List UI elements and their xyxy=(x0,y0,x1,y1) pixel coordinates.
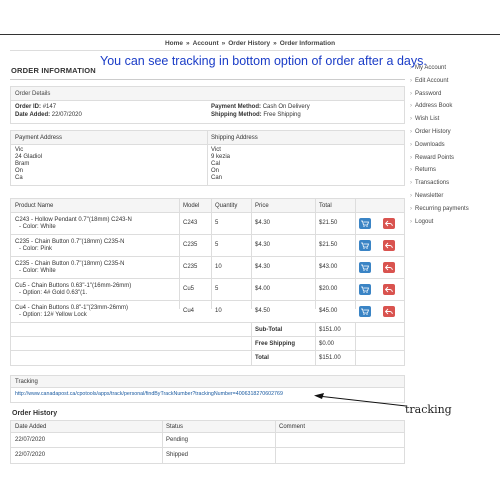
breadcrumb-divider xyxy=(10,50,410,51)
sidebar-item-logout[interactable]: › Logout xyxy=(410,216,500,229)
product-row: Cu4 - Chain Buttons 0.8"-1"(23mm-26mm) - Option: 12# Yellow Lock Cu4 10 $4.50 $45.00 xyxy=(11,301,404,323)
reply-icon xyxy=(385,286,393,293)
top-divider xyxy=(0,34,500,35)
date-added-label: Date Added: xyxy=(15,112,51,118)
sidebar-item-returns[interactable]: › Returns xyxy=(410,164,500,177)
sidebar-item-my-account[interactable]: › My Account xyxy=(410,62,500,75)
sidebar-item-edit-account[interactable]: › Edit Account xyxy=(410,75,500,88)
order-history-table xyxy=(10,420,405,464)
account-sidebar xyxy=(410,62,500,228)
history-row: 22/07/2020 Pending xyxy=(11,433,404,448)
sidebar-item-password[interactable]: › Password xyxy=(410,88,500,101)
history-header: Date Added Status Comment xyxy=(11,421,404,433)
breadcrumb-order-information[interactable]: Order Information xyxy=(279,40,336,47)
breadcrumb: Home » Account » Order History » Order Information xyxy=(164,40,336,47)
subtotal-row: Sub-Total $151.00 xyxy=(11,323,404,337)
return-button[interactable] xyxy=(383,262,395,273)
sidebar-item-downloads[interactable]: › Downloads xyxy=(410,139,500,152)
shipping-method-label: Shipping Method: xyxy=(211,112,262,118)
cart-icon xyxy=(361,220,369,227)
shipping-row: Free Shipping $0.00 xyxy=(11,337,404,351)
payment-method-label: Payment Method: xyxy=(211,104,262,110)
annotation-text: You can see tracking in bottom option of order after a days. xyxy=(100,54,427,68)
page-title: ORDER INFORMATION xyxy=(11,66,96,75)
sidebar-item-wish-list[interactable]: › Wish List xyxy=(410,113,500,126)
shipping-address-heading: Shipping Address xyxy=(211,135,258,141)
return-button[interactable] xyxy=(383,218,395,229)
tracking-heading: Tracking xyxy=(11,376,404,388)
sidebar-item-reward-points[interactable]: › Reward Points xyxy=(410,152,500,165)
address-panel xyxy=(10,130,405,186)
breadcrumb-order-history[interactable]: Order History xyxy=(228,40,271,47)
reply-icon xyxy=(385,264,393,271)
sidebar-item-newsletter[interactable]: › Newsletter xyxy=(410,190,500,203)
reorder-button[interactable] xyxy=(359,284,371,295)
sidebar-item-transactions[interactable]: › Transactions xyxy=(410,177,500,190)
return-button[interactable] xyxy=(383,240,395,251)
cart-icon xyxy=(361,242,369,249)
reply-icon xyxy=(385,242,393,249)
return-button[interactable] xyxy=(383,306,395,317)
history-row: 22/07/2020 Shipped xyxy=(15,452,189,458)
product-row: Cu5 - Chain Buttons 0.63"-1"(16mm-26mm) - Option: 4# Gold 0.63"(1. Cu5 5 $4.00 $20.00 xyxy=(11,279,404,301)
sidebar-item-recurring-payments[interactable]: › Recurring payments xyxy=(410,203,500,216)
order-details-heading: Order Details xyxy=(11,87,404,101)
order-details-panel xyxy=(10,86,405,124)
sidebar-item-address-book[interactable]: › Address Book xyxy=(410,100,500,113)
products-table xyxy=(10,198,405,366)
order-history-title: Order History xyxy=(12,410,58,417)
product-row: C235 - Chain Button 0.7"(18mm) C235-N - Color: White C235 10 $4.30 $43.00 xyxy=(11,257,404,279)
reorder-button[interactable] xyxy=(359,262,371,273)
reorder-button[interactable] xyxy=(359,306,371,317)
cart-icon xyxy=(361,286,369,293)
payment-address: Vic 24 Gladiol Bram On Ca xyxy=(15,147,43,181)
order-id-label: Order ID: xyxy=(15,104,42,110)
reorder-button[interactable] xyxy=(359,240,371,251)
return-button[interactable] xyxy=(383,284,395,295)
cart-icon xyxy=(361,308,369,315)
shipping-address: Vict 9 kezia Cal On Can xyxy=(211,147,231,181)
product-row: C235 - Chain Button 0.7"(18mm) C235-N - Color: Pink C235 5 $4.30 $21.50 xyxy=(11,235,404,257)
total-row: Total $151.00 xyxy=(255,355,341,361)
payment-method: Cash On Delivery xyxy=(262,104,310,110)
date-added: 22/07/2020 xyxy=(51,112,82,118)
breadcrumb-home[interactable]: Home xyxy=(164,40,183,47)
payment-address-heading: Payment Address xyxy=(15,135,63,141)
tracking-link[interactable]: http://www.canadapost.ca/cpotools/apps/track/personal/findByTrackNumber?trackingNumber=4006318270602769 xyxy=(15,391,283,397)
sidebar-item-order-history[interactable]: › Order History xyxy=(410,126,500,139)
reply-icon xyxy=(385,220,393,227)
title-divider xyxy=(10,79,405,80)
products-header: Product Name Model Quantity Price Total xyxy=(11,199,404,213)
cart-icon xyxy=(361,264,369,271)
order-id: #147 xyxy=(42,104,57,110)
breadcrumb-account[interactable]: Account xyxy=(192,40,219,47)
arrow-annotation xyxy=(300,390,410,412)
tracking-annotation-label: tracking xyxy=(405,403,452,416)
reorder-button[interactable] xyxy=(359,218,371,229)
reply-icon xyxy=(385,308,393,315)
shipping-method: Free Shipping xyxy=(263,112,301,118)
product-row: C243 - Hollow Pendant 0.7"(18mm) C243-N - Color: White C243 5 $4.30 $21.50 xyxy=(11,213,404,235)
